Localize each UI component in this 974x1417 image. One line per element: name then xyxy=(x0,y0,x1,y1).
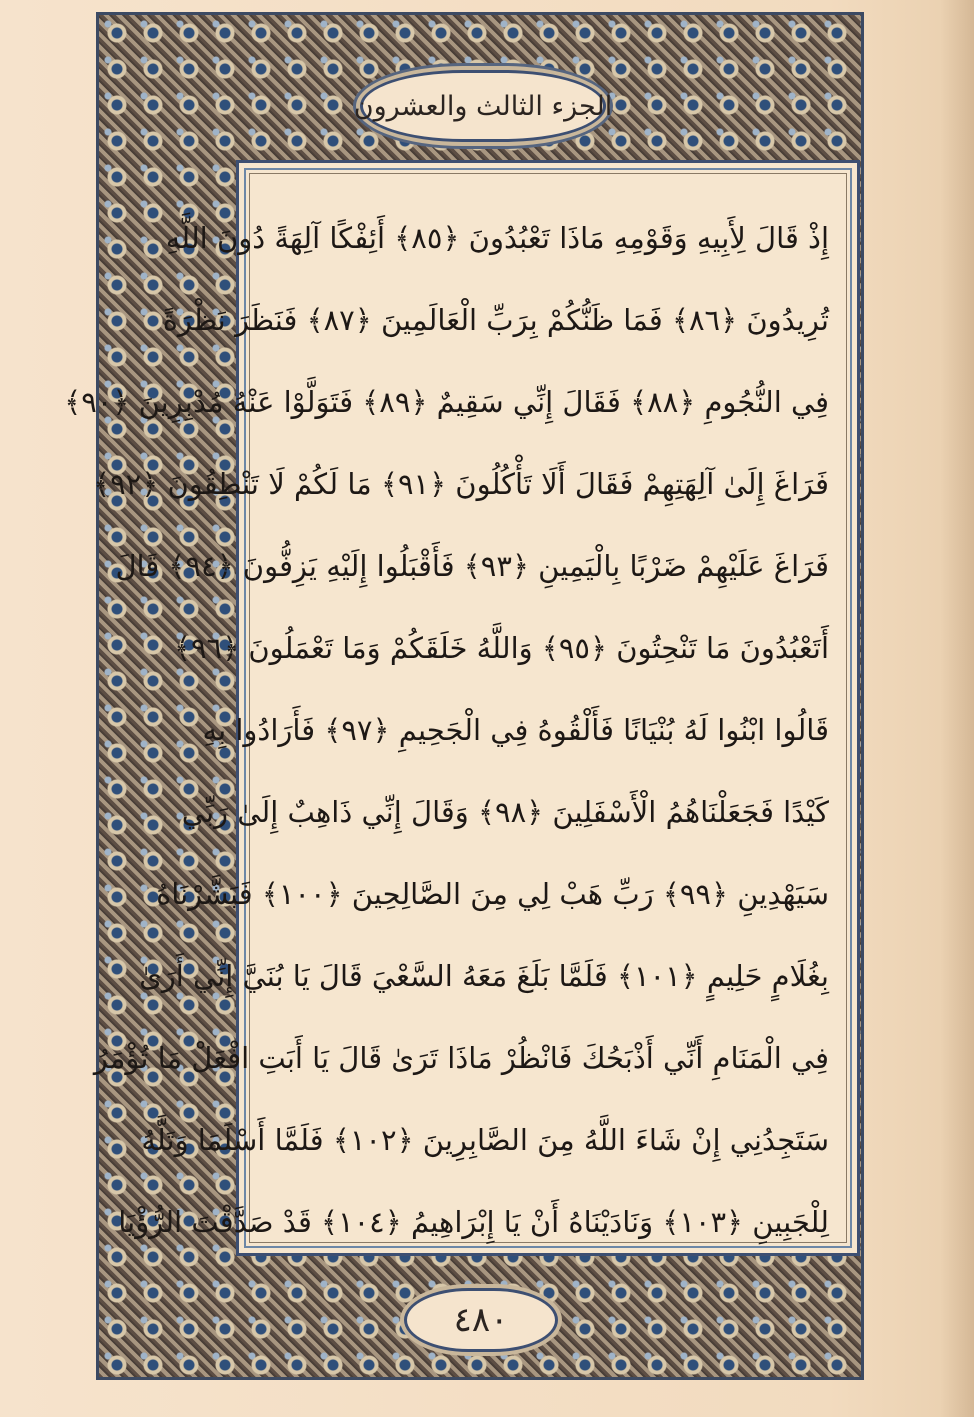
spine-shadow xyxy=(940,0,974,1417)
page-number-cartouche xyxy=(404,1288,558,1352)
verse-line-9: سَيَهْدِينِ ﴿٩٩﴾ رَبِّ هَبْ لِي مِنَ الصَّالِحِينَ ﴿١٠٠﴾ فَبَشَّرْنَاهُ xyxy=(156,877,829,911)
page-number: ٤٨٠ xyxy=(453,1300,509,1340)
verse-line-2: تُرِيدُونَ ﴿٨٦﴾ فَمَا ظَنُّكُمْ بِرَبِّ الْعَالَمِينَ ﴿٨٧﴾ فَنَظَرَ نَظْرَةً xyxy=(162,303,829,337)
verse-line-7: قَالُوا ابْنُوا لَهُ بُنْيَانًا فَأَلْقُوهُ فِي الْجَحِيمِ ﴿٩٧﴾ فَأَرَادُوا بِهِ xyxy=(202,713,829,747)
juz-title: الجزء الثالث والعشرون xyxy=(353,90,613,122)
verse-line-12: سَتَجِدُنِي إِنْ شَاءَ اللَّهُ مِنَ الصَّابِرِينَ ﴿١٠٢﴾ فَلَمَّا أَسْلَمَا وَتَلَّهُ xyxy=(141,1123,829,1157)
verse-text-panel xyxy=(64,160,860,1256)
verse-line-13: لِلْجَبِينِ ﴿١٠٣﴾ وَنَادَيْنَاهُ أَنْ يَا إِبْرَاهِيمُ ﴿١٠٤﴾ قَدْ صَدَّقْتَ الرُّؤْيَا xyxy=(118,1205,829,1239)
juz-header-cartouche xyxy=(353,70,613,142)
verse-line-1: إِذْ قَالَ لِأَبِيهِ وَقَوْمِهِ مَاذَا تَعْبُدُونَ ﴿٨٥﴾ أَئِفْكًا آلِهَةً دُونَ اللَّهِ xyxy=(165,221,829,255)
verse-line-4: فَرَاغَ إِلَىٰ آلِهَتِهِمْ فَقَالَ أَلَا تَأْكُلُونَ ﴿٩١﴾ مَا لَكُمْ لَا تَنْطِقُونَ ﴿٩٢﴾ xyxy=(93,467,829,501)
verse-line-6: أَتَعْبُدُونَ مَا تَنْحِتُونَ ﴿٩٥﴾ وَاللَّهُ خَلَقَكُمْ وَمَا تَعْمَلُونَ ﴿٩٦﴾ xyxy=(173,631,829,665)
verse-lines xyxy=(64,197,829,1263)
verse-line-10: بِغُلَامٍ حَلِيمٍ ﴿١٠١﴾ فَلَمَّا بَلَغَ مَعَهُ السَّعْيَ قَالَ يَا بُنَيَّ إِنِّي أَرَىٰ xyxy=(139,959,829,993)
verse-line-5: فَرَاغَ عَلَيْهِمْ ضَرْبًا بِالْيَمِينِ ﴿٩٣﴾ فَأَقْبَلُوا إِلَيْهِ يَزِفُّونَ ﴿٩٤﴾ قَالَ xyxy=(115,549,829,583)
verse-line-11: فِي الْمَنَامِ أَنِّي أَذْبَحُكَ فَانْظُرْ مَاذَا تَرَىٰ قَالَ يَا أَبَتِ افْعَلْ مَا تُؤْمَرُ xyxy=(93,1041,829,1075)
verse-line-3: فِي النُّجُومِ ﴿٨٨﴾ فَقَالَ إِنِّي سَقِيمٌ ﴿٨٩﴾ فَتَوَلَّوْا عَنْهُ مُدْبِرِينَ ﴿٩٠﴾ xyxy=(64,385,829,419)
verse-line-8: كَيْدًا فَجَعَلْنَاهُمُ الْأَسْفَلِينَ ﴿٩٨﴾ وَقَالَ إِنِّي ذَاهِبٌ إِلَىٰ رَبِّي xyxy=(181,795,829,829)
